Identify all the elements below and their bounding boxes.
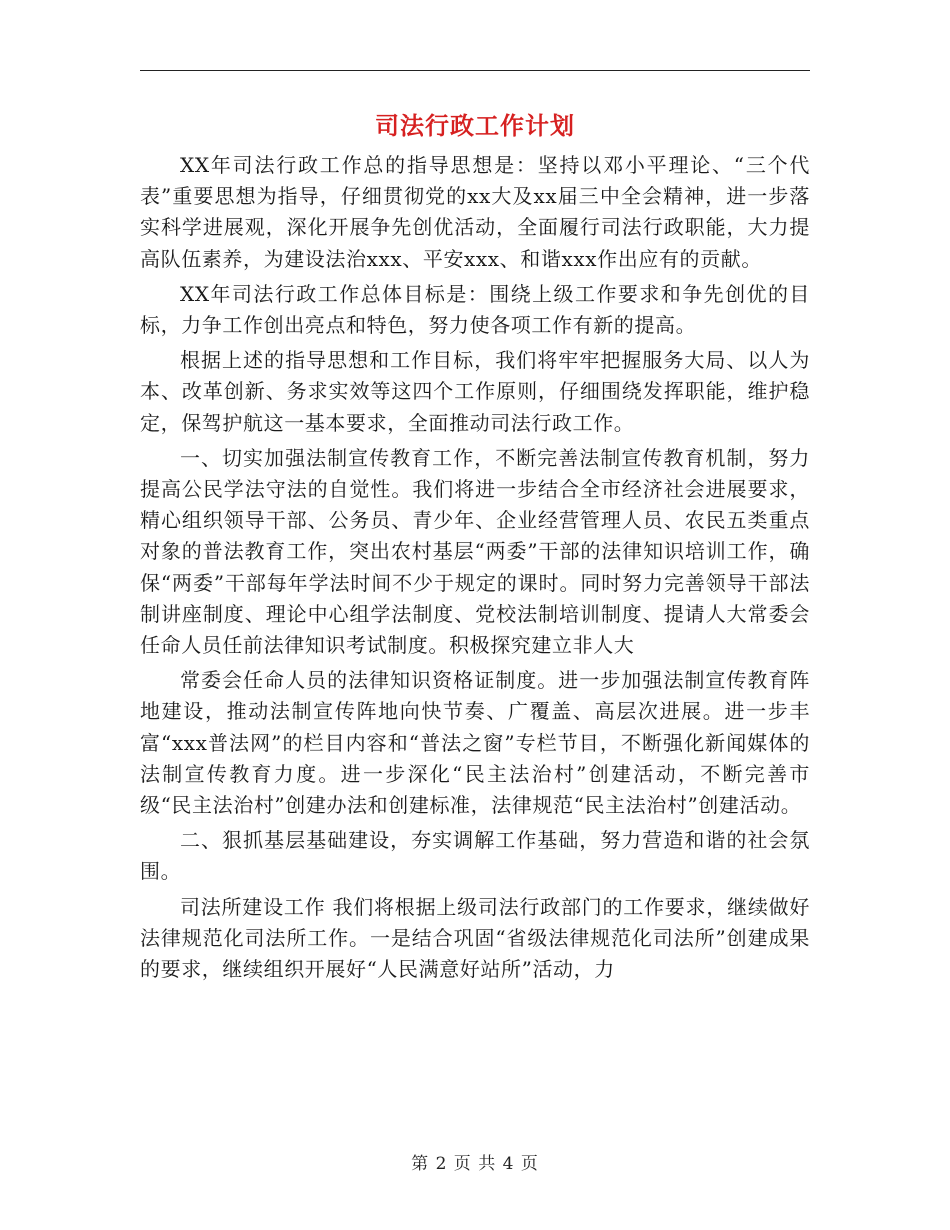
paragraph-section-one-cont: 常委会任命人员的法律知识资格证制度。进一步加强法制宣传教育阵地建设，推动法制宣传阵地向快节奏、广覆盖、高层次进展。进一步丰富“xxx普法网”的栏目内容和“普法之窗”专栏节目，不断强化新闻媒体的法制宣传教育力度。进一步深化“民主法治村”创建活动，不断完善市级“民主法治村”创建办法和创建标准，法律规范“民主法治村”创建活动。: [140, 668, 810, 818]
paragraph-judicial-office: 司法所建设工作 我们将根据上级司法行政部门的工作要求，继续做好法律规范化司法所工作。一是结合巩固“省级法律规范化司法所”创建成果的要求，继续组织开展好“人民满意好站所”活动，力: [140, 894, 810, 982]
paragraph-overall-goal: XX年司法行政工作总体目标是：围绕上级工作要求和争先创优的目标，力争工作创出亮点和特色，努力使各项工作有新的提高。: [140, 281, 810, 338]
paragraph-section-two: 二、狠抓基层基础建设，夯实调解工作基础，努力营造和谐的社会氛围。: [140, 828, 810, 884]
page-number: 第 2 页 共 4 页: [411, 1154, 539, 1174]
paragraph-work-principles: 根据上述的指导思想和工作目标，我们将牢牢把握服务大局、以人为本、改革创新、务求实效等这四个工作原则，仔细围绕发挥职能，维护稳定，保驾护航这一基本要求，全面推动司法行政工作。: [140, 348, 810, 435]
paragraph-section-one: 一、切实加强法制宣传教育工作，不断完善法制宣传教育机制，努力提高公民学法守法的自觉性。我们将进一步结合全市经济社会进展要求，精心组织领导干部、公务员、青少年、企业经营管理人员、农民五类重点对象的普法教育工作，突出农村基层“两委”干部的法律知识培训工作，确保“两委”干部每年学法时间不少于规定的课时。同时努力完善领导干部法制讲座制度、理论中心组学法制度、党校法制培训制度、提请人大常委会任命人员任前法律知识考试制度。积极探究建立非人大: [140, 445, 810, 658]
document-title: 司法行政工作计划: [375, 112, 575, 140]
paragraph-guiding-ideology: XX年司法行政工作总的指导思想是：坚持以邓小平理论、“三个代表”重要思想为指导，仔细贯彻党的xx大及xx届三中全会精神，进一步落实科学进展观，深化开展争先创优活动，全面履行司法行政职能，大力提高队伍素养，为建设法治xxx、平安xxx、和谐xxx作出应有的贡献。: [140, 153, 810, 271]
header-rule: [140, 70, 810, 71]
document-body: [140, 150, 810, 989]
